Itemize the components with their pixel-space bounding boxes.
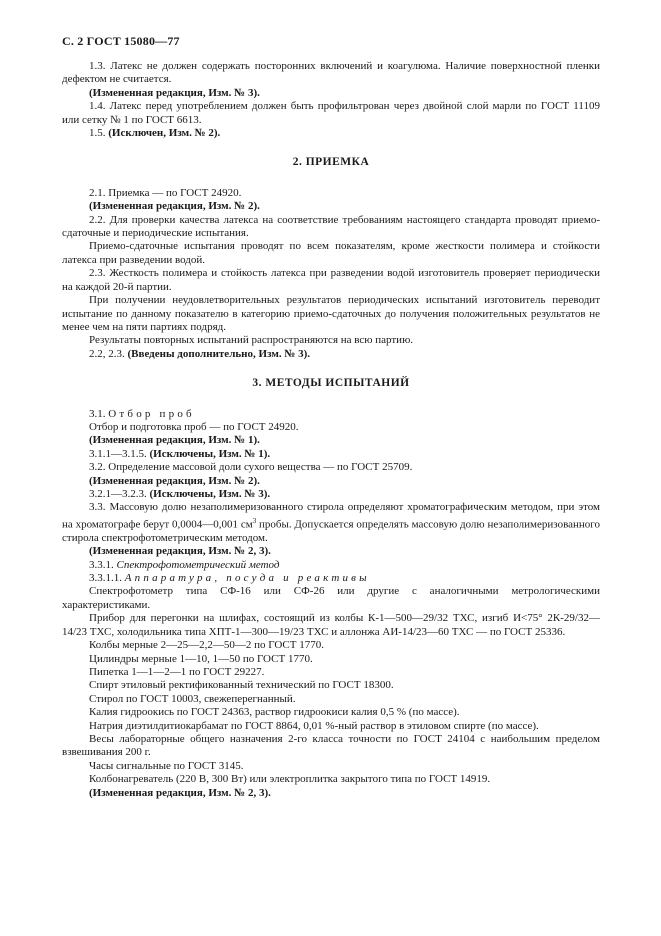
paragraph-1-3: 1.3. Латекс не должен содержать посторонних включений и коагулюма. Наличие поверхностной пленки дефектом не считается. — [62, 60, 600, 86]
paragraph-3-3-1-1 — [62, 572, 600, 585]
paragraph-2-2b: Приемо-сдаточные испытания проводят по всем показателям, кроме жесткости полимера и стойкости латекса при разведении водой. — [62, 240, 600, 266]
list-item: Колбонагреватель (220 В, 300 Вт) или электроплитка закрытого типа по ГОСТ 14919. — [89, 773, 491, 786]
list-item: Пипетка 1—1—2—1 по ГОСТ 29227. — [89, 665, 265, 678]
paragraph-3-3-1 — [62, 559, 600, 572]
paragraph-1-4: 1.4. Латекс перед употреблением должен быть профильтрован через двойной слой марли по ГОСТ 11109 или сетку № 1 по ГОСТ 6613. — [62, 100, 600, 126]
clause-title: Аппаратура, посуда и реактивы — [124, 572, 370, 585]
paragraph-3-3 — [62, 501, 600, 545]
revision-note: (Исключены, Изм. № 3). — [149, 487, 271, 500]
clause-number: 3.2.1—3.2.3. — [89, 487, 147, 500]
revision-note: (Введены дополнительно, Изм. № 3). — [127, 347, 311, 360]
list-item: Часы сигнальные по ГОСТ 3145. — [89, 759, 244, 772]
clause-number: 3.3.1.1. — [89, 572, 122, 585]
paragraph-3-1-1 — [62, 448, 600, 461]
clause-number: 3.3.1. — [89, 558, 114, 571]
paragraph-2-3b: При получении неудовлетворительных результатов периодических испытаний изготовитель переводит испытание по данному показателю в категорию приемо-сдаточных до получения положительных результатов не менее чем на пяти партиях подряд. — [62, 294, 600, 333]
revision-note: (Измененная редакция, Изм. № 2, 3). — [89, 545, 271, 558]
list-item: Стирол по ГОСТ 10003, свежеперегнанный. — [89, 692, 296, 705]
revision-note: (Измененная редакция, Изм. № 1). — [89, 434, 260, 447]
clause-number: 1.5. — [89, 127, 106, 140]
revision-note: (Измененная редакция, Изм. № 2). — [89, 474, 260, 487]
revision-note: (Измененная редакция, Изм. № 2, 3). — [89, 786, 271, 799]
paragraph-2-2: 2.2. Для проверки качества латекса на соответствие требованиям настоящего стандарта проводят приемо-сдаточные и периодические испытания. — [62, 213, 600, 240]
section-title: 3. МЕТОДЫ ИСПЫТАНИЙ — [252, 377, 410, 390]
page-header: С. 2 ГОСТ 15080—77 — [62, 34, 180, 48]
section-title: 2. ПРИЕМКА — [292, 156, 370, 169]
clause-title: Отбор проб — [108, 407, 195, 420]
paragraph-2-3c: Результаты повторных испытаний распространяются на всю партию. — [89, 334, 414, 347]
clause-number: 3.1. — [89, 407, 106, 420]
list-item: Калия гидроокись по ГОСТ 24363, раствор гидроокиси калия 0,5 % (по массе). — [89, 706, 460, 719]
paragraph-1-5 — [62, 127, 600, 140]
paragraph-3-1 — [62, 408, 600, 421]
revision-note: (Исключены, Изм. № 1). — [149, 447, 271, 460]
list-item: Спектрофотометр типа СФ-16 или СФ-26 или другие с аналогичными метрологическими характеристиками. — [62, 585, 600, 611]
revision-note: (Исключен, Изм. № 2). — [108, 127, 221, 140]
clause-title: Спектрофотометрический метод — [116, 558, 280, 571]
paragraph-2-intro — [62, 348, 600, 361]
paragraph-3-1-text: Отбор и подготовка проб — по ГОСТ 24920. — [89, 420, 299, 433]
paragraph-3-2-1 — [62, 488, 600, 501]
paragraph-text: 3.3. Массовую долю незаполимеризованного стирола определяют хроматографическим методом, при этом на хроматографе берут 0,0004—0,001 см — [62, 501, 600, 531]
revision-note: (Измененная редакция, Изм. № 2). — [89, 200, 260, 213]
superscript: 3 — [252, 516, 257, 525]
list-item: Весы лабораторные общего назначения 2-го класса точности по ГОСТ 24104 с наибольшим пределом взвешивания 200 г. — [62, 732, 600, 759]
list-item: Натрия диэтилдитиокарбамат по ГОСТ 8864, 0,01 %-ный раствор в этиловом спирте (по массе). — [89, 719, 539, 732]
paragraph-2-3: 2.3. Жесткость полимера и стойкость латекса при разведении водой изготовитель проверяет периодически на каждой 20-й партии. — [62, 267, 600, 293]
list-item: Прибор для перегонки на шлифах, состоящий из колбы К-1—500—29/32 ТХС, изгиб И<75° 2К-29/32—14/23 ТХС, холодильника типа ХПТ-1—300—19/23 ТХС и аллонжа АИ-14/23—60 ТХС — по ГОСТ 25336. — [62, 612, 600, 638]
document-body — [62, 60, 600, 800]
paragraph-3-2: 3.2. Определение массовой доли сухого вещества — по ГОСТ 25709. — [89, 461, 413, 474]
revision-note: (Измененная редакция, Изм. № 3). — [89, 86, 260, 99]
list-item: Цилиндры мерные 1—10, 1—50 по ГОСТ 1770. — [89, 652, 313, 665]
list-item: Спирт этиловый ректификованный технический по ГОСТ 18300. — [89, 679, 394, 692]
clause-number: 2.2, 2.3. — [89, 347, 125, 360]
paragraph-2-1: 2.1. Приемка — по ГОСТ 24920. — [89, 186, 242, 199]
list-item: Колбы мерные 2—25—2,2—50—2 по ГОСТ 1770. — [89, 639, 324, 652]
paragraph-text: пробы. Допускается определять массовую долю незаполимеризованного стирола спектрофотометрическим методом. — [62, 518, 601, 544]
clause-number: 3.1.1—3.1.5. — [89, 447, 147, 460]
